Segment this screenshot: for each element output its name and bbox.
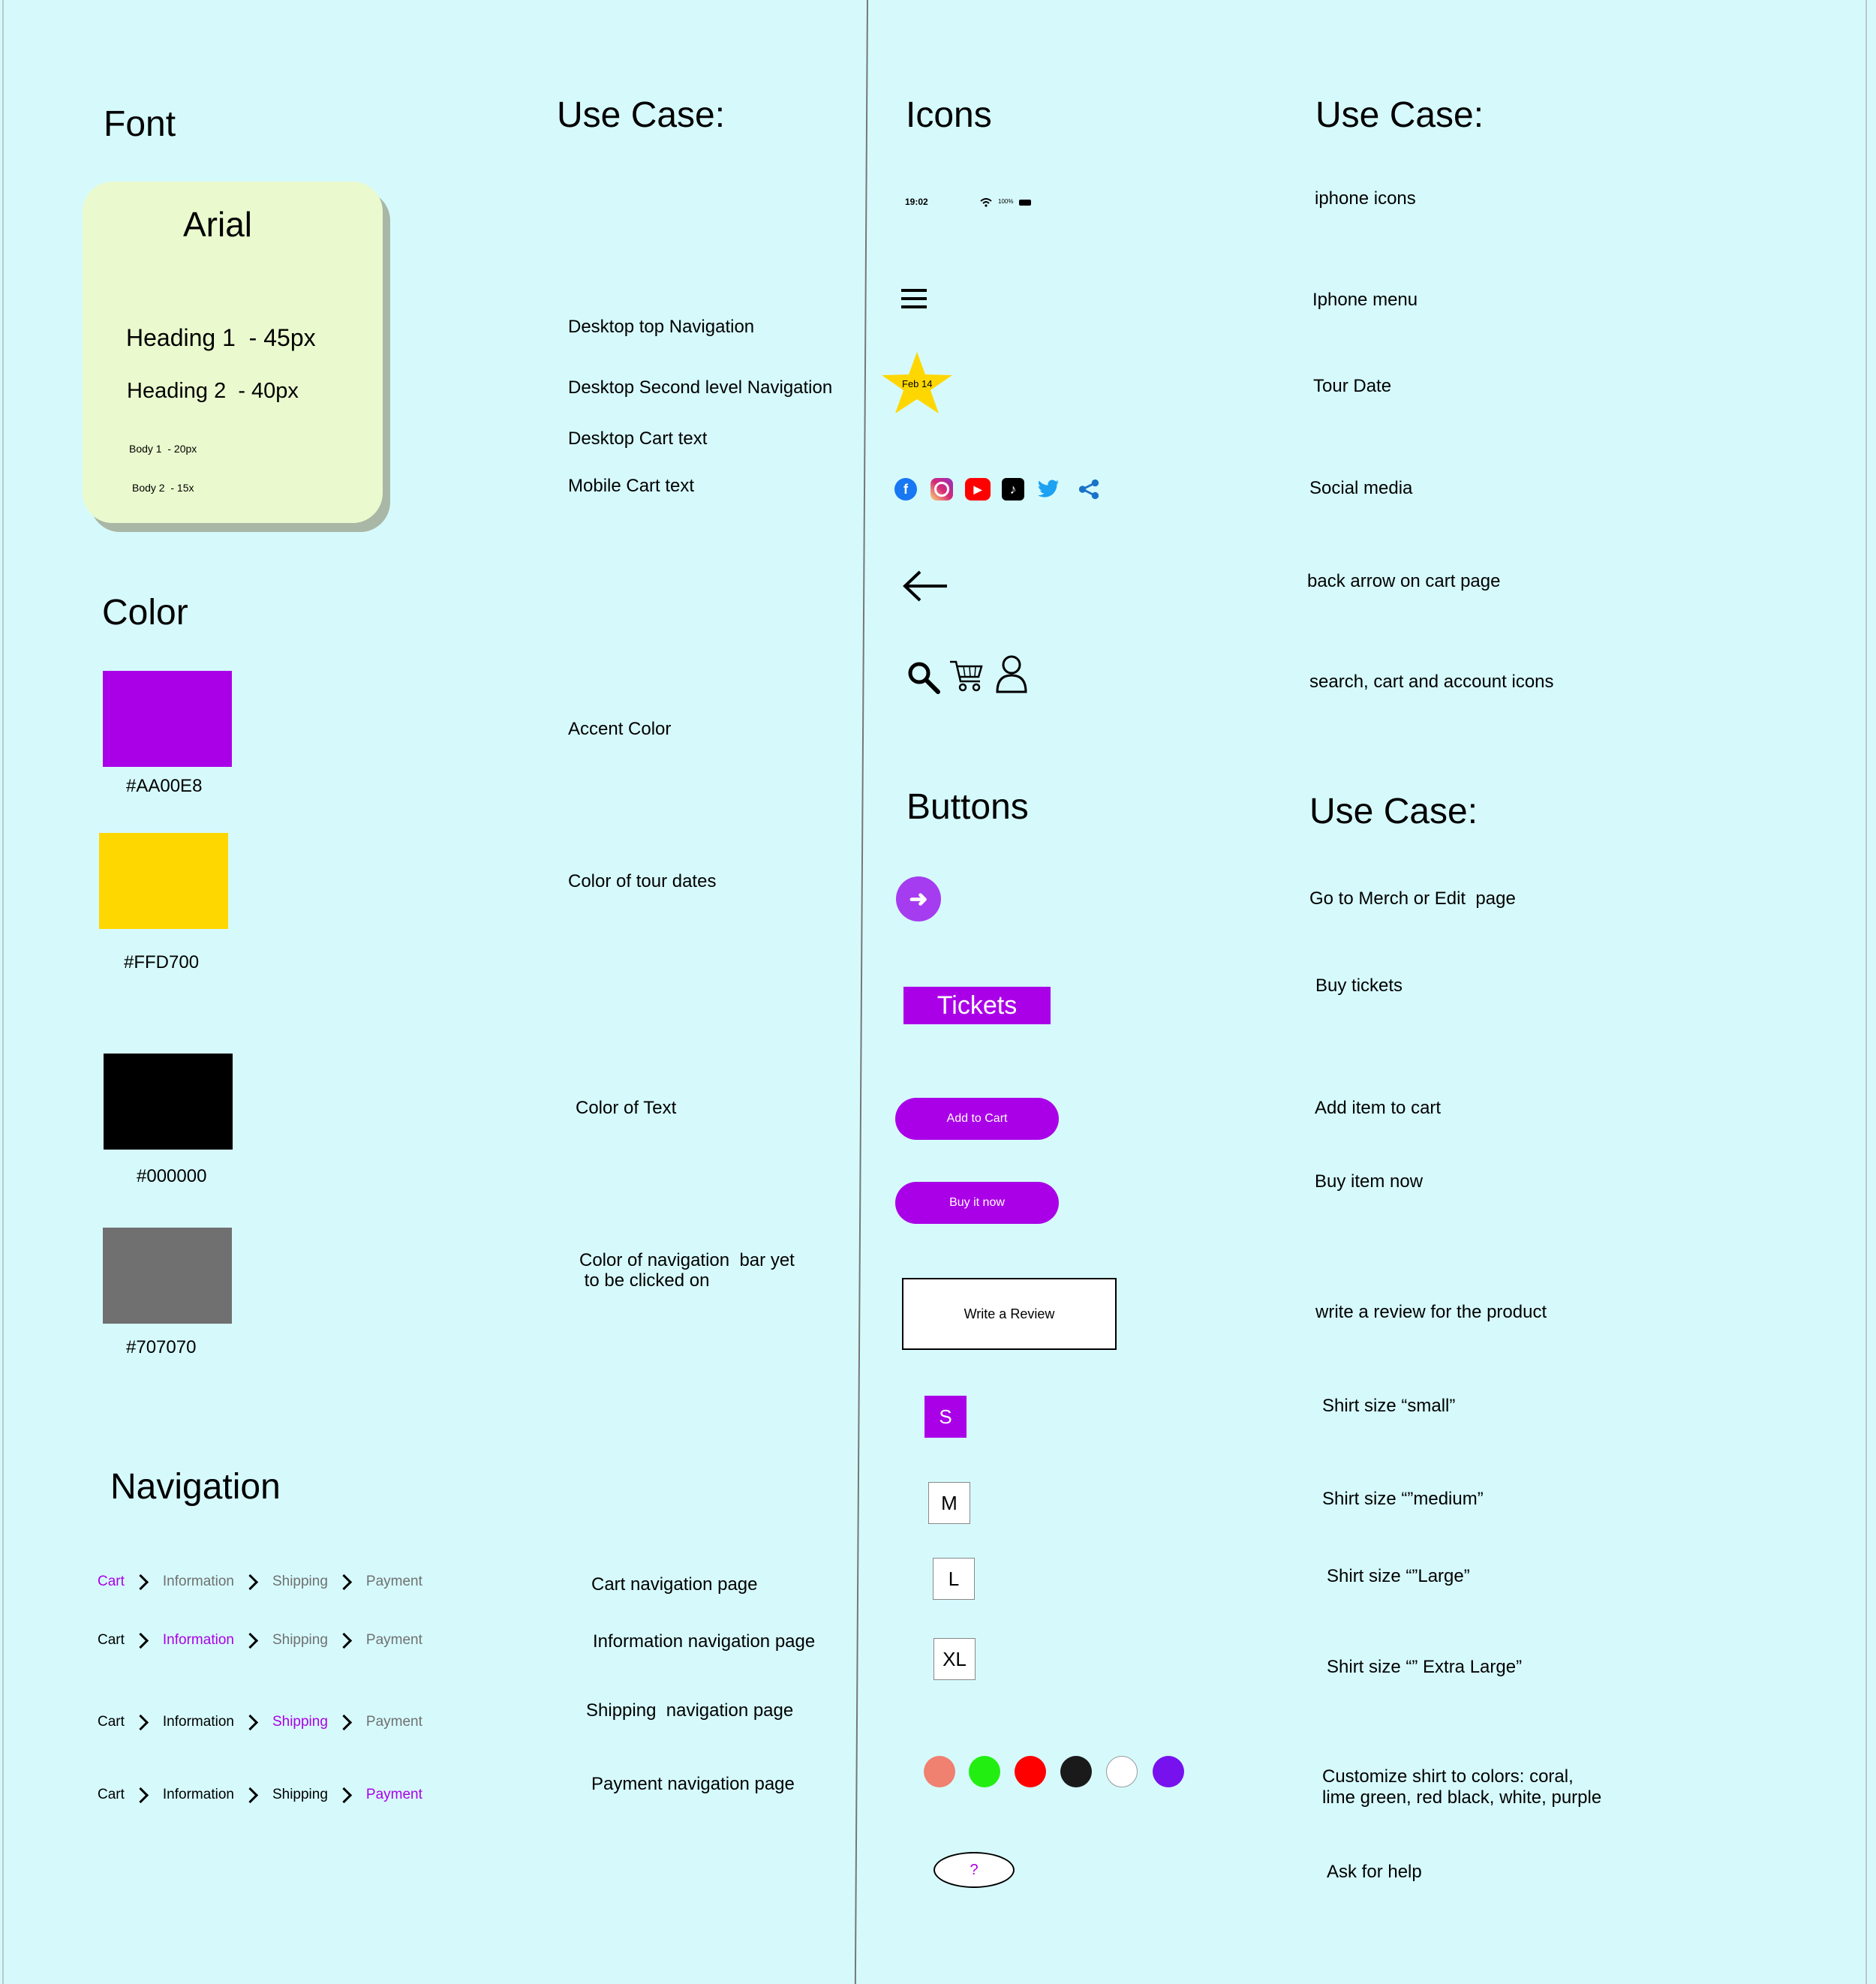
chevron-right-icon <box>242 1714 258 1730</box>
icons-use-case-6: search, cart and account icons <box>1309 672 1554 692</box>
facebook-icon[interactable]: f <box>894 478 917 501</box>
buy-now-button[interactable]: Buy it now <box>895 1182 1059 1224</box>
color-white-swatch[interactable] <box>1106 1756 1138 1787</box>
nav-use-case-information: Information navigation page <box>593 1631 816 1652</box>
status-bar <box>905 195 1040 210</box>
left-border <box>2 0 4 1984</box>
swatch-tour <box>99 833 228 929</box>
battery-icon <box>1019 200 1031 206</box>
color-black-swatch[interactable] <box>1060 1756 1092 1787</box>
icons-use-case-title: Use Case: <box>1315 95 1484 135</box>
chevron-right-icon <box>133 1574 149 1589</box>
chevron-right-icon <box>336 1714 352 1730</box>
body2-sample: Body 2 - 15x <box>132 482 194 494</box>
crumb-information[interactable]: Information <box>162 1714 234 1730</box>
size-xl-button[interactable]: XL <box>933 1638 976 1680</box>
swatch-nav-label: #707070 <box>126 1337 197 1357</box>
crumb-payment[interactable]: Payment <box>365 1632 422 1648</box>
swatch-text-label: #000000 <box>137 1166 207 1186</box>
buttons-use-case-title: Use Case: <box>1309 792 1478 831</box>
wifi-icon <box>980 198 992 207</box>
size-l-button[interactable]: L <box>933 1558 975 1600</box>
icons-use-case-4: Social media <box>1309 478 1413 498</box>
hamburger-menu-icon[interactable] <box>901 289 927 308</box>
status-time: 19:02 <box>905 197 928 207</box>
chevron-right-icon <box>336 1787 352 1802</box>
color-red-swatch[interactable] <box>1015 1756 1046 1787</box>
crumb-information[interactable]: Information <box>162 1632 234 1648</box>
breadcrumb-shipping <box>98 1711 422 1733</box>
crumb-shipping[interactable]: Shipping <box>272 1574 328 1589</box>
share-icon[interactable] <box>1078 478 1100 501</box>
crumb-payment[interactable]: Payment <box>365 1714 422 1730</box>
chevron-right-icon <box>336 1632 352 1648</box>
color-lime-swatch[interactable] <box>969 1756 1000 1787</box>
font-use-case-title: Use Case: <box>557 95 726 135</box>
nav-use-case-cart: Cart navigation page <box>591 1574 758 1595</box>
buttons-use-case-buy: Buy item now <box>1315 1171 1424 1192</box>
nav-use-case-payment: Payment navigation page <box>591 1774 795 1794</box>
icons-use-case-1: iphone icons <box>1315 188 1416 209</box>
chevron-right-icon <box>133 1714 149 1730</box>
cart-icon[interactable] <box>949 657 985 693</box>
heading2-sample: Heading 2 - 40px <box>127 379 299 403</box>
account-icon[interactable] <box>995 654 1028 693</box>
chevron-right-icon <box>133 1632 149 1648</box>
font-card <box>83 182 383 523</box>
navigation-title: Navigation <box>110 1467 281 1507</box>
color-coral-swatch[interactable] <box>924 1756 955 1787</box>
font-use-case-1: Desktop top Navigation <box>568 317 755 337</box>
search-icon[interactable] <box>906 660 941 695</box>
chevron-right-icon <box>336 1574 352 1589</box>
battery-percent: 100% <box>998 198 1014 205</box>
buttons-use-case-size-m: Shirt size “”medium” <box>1322 1489 1484 1509</box>
youtube-icon[interactable]: ▶ <box>965 478 991 501</box>
buttons-use-case-add: Add item to cart <box>1315 1098 1442 1118</box>
tour-date-label: Feb 14 <box>902 378 933 389</box>
help-button[interactable]: ? <box>933 1852 1015 1888</box>
swatch-accent <box>103 671 232 767</box>
instagram-icon[interactable] <box>930 478 953 501</box>
font-use-case-3: Desktop Cart text <box>568 428 708 449</box>
swatch-accent-use-case: Accent Color <box>568 719 672 739</box>
twitter-icon[interactable] <box>1037 478 1060 501</box>
crumb-cart[interactable]: Cart <box>98 1787 125 1802</box>
buttons-use-case-size-s: Shirt size “small” <box>1322 1396 1456 1416</box>
chevron-right-icon <box>242 1632 258 1648</box>
swatch-text <box>104 1054 233 1150</box>
tickets-button[interactable]: Tickets <box>903 987 1051 1024</box>
add-to-cart-button[interactable]: Add to Cart <box>895 1098 1059 1140</box>
color-title: Color <box>102 593 188 633</box>
go-arrow-button[interactable]: ➜ <box>896 876 941 921</box>
body1-sample: Body 1 - 20px <box>129 443 197 455</box>
buttons-use-case-arrow: Go to Merch or Edit page <box>1309 888 1516 909</box>
column-divider <box>855 0 868 1984</box>
crumb-information[interactable]: Information <box>162 1574 234 1589</box>
font-title: Font <box>104 104 176 144</box>
swatch-text-use-case: Color of Text <box>576 1098 677 1118</box>
buttons-use-case-colors: Customize shirt to colors: coral, lime green, red black, white, purple <box>1322 1766 1602 1808</box>
heading1-sample: Heading 1 - 45px <box>126 324 316 351</box>
font-name: Arial <box>183 205 253 244</box>
icons-title: Icons <box>906 95 992 135</box>
tour-date-star-icon <box>880 350 954 415</box>
size-m-button[interactable]: M <box>928 1482 970 1524</box>
crumb-cart[interactable]: Cart <box>98 1714 125 1730</box>
chevron-right-icon <box>242 1787 258 1802</box>
tiktok-icon[interactable]: ♪ <box>1002 478 1024 501</box>
crumb-payment[interactable]: Payment <box>365 1574 422 1589</box>
right-border <box>1865 0 1867 1984</box>
crumb-payment[interactable]: Payment <box>365 1787 422 1802</box>
nav-use-case-shipping: Shipping navigation page <box>586 1700 794 1721</box>
buttons-use-case-review: write a review for the product <box>1315 1302 1547 1322</box>
icons-use-case-3: Tour Date <box>1313 376 1392 396</box>
swatch-tour-label: #FFD700 <box>124 952 200 972</box>
swatch-nav-use-case: Color of navigation bar yet to be clicked on <box>579 1250 795 1291</box>
buttons-title: Buttons <box>906 787 1029 827</box>
font-use-case-4: Mobile Cart text <box>568 476 695 496</box>
swatch-tour-use-case: Color of tour dates <box>568 871 717 891</box>
icons-use-case-2: Iphone menu <box>1312 290 1418 310</box>
crumb-cart[interactable]: Cart <box>98 1632 125 1648</box>
write-review-button[interactable]: Write a Review <box>902 1278 1117 1350</box>
chevron-right-icon <box>242 1574 258 1589</box>
breadcrumb-information <box>98 1629 422 1652</box>
font-use-case-2: Desktop Second level Navigation <box>568 377 833 398</box>
buttons-use-case-size-xl: Shirt size “” Extra Large” <box>1327 1657 1523 1677</box>
buttons-use-case-help: Ask for help <box>1327 1862 1422 1882</box>
buttons-use-case-tickets: Buy tickets <box>1315 975 1403 996</box>
crumb-shipping[interactable]: Shipping <box>272 1787 328 1802</box>
buttons-use-case-size-l: Shirt size “”Large” <box>1327 1566 1470 1586</box>
swatch-nav <box>103 1228 232 1324</box>
crumb-shipping[interactable]: Shipping <box>272 1714 328 1730</box>
swatch-accent-label: #AA00E8 <box>126 776 203 796</box>
color-purple-swatch[interactable] <box>1153 1756 1184 1787</box>
back-arrow-icon[interactable] <box>902 570 949 603</box>
size-s-button[interactable]: S <box>924 1396 967 1438</box>
crumb-information[interactable]: Information <box>162 1787 234 1802</box>
breadcrumb-cart <box>98 1571 422 1593</box>
crumb-shipping[interactable]: Shipping <box>272 1632 328 1648</box>
breadcrumb-payment <box>98 1784 422 1806</box>
icons-use-case-5: back arrow on cart page <box>1307 571 1501 591</box>
crumb-cart[interactable]: Cart <box>98 1574 125 1589</box>
chevron-right-icon <box>133 1787 149 1802</box>
